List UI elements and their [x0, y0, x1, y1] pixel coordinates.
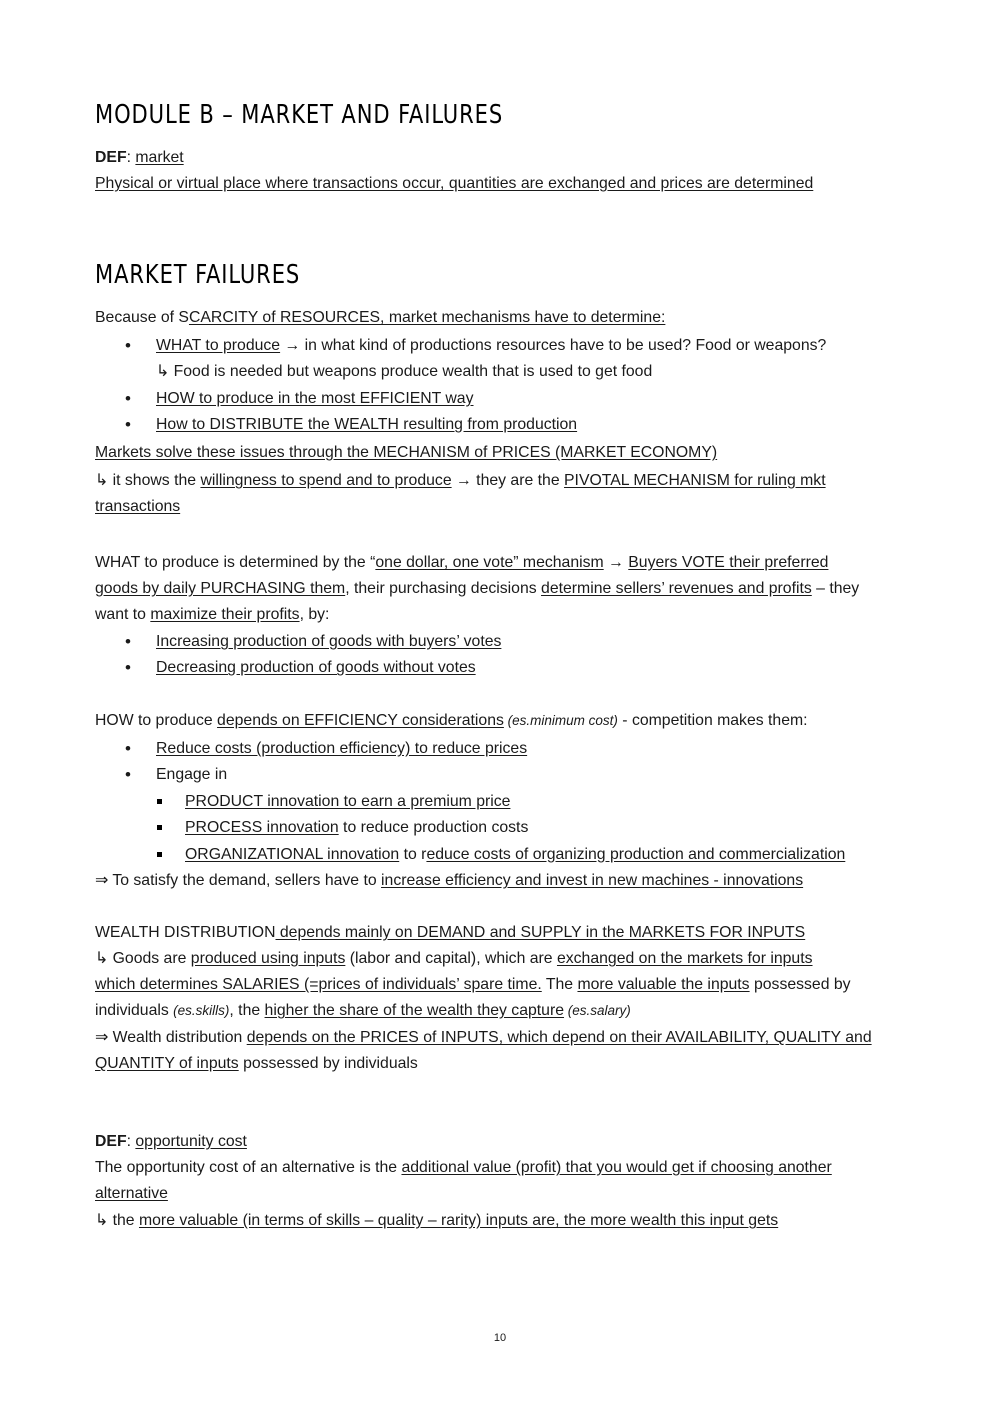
wealth-l5-pre: ⇒ Wealth distribution: [95, 1029, 247, 1046]
def-term: market: [135, 149, 184, 166]
wealth-line4: [95, 998, 631, 1024]
what-para-line2: [95, 576, 859, 602]
wealth-l3-post: possessed by: [749, 976, 851, 993]
def2-term: opportunity cost: [135, 1133, 247, 1150]
innov-u: ORGANIZATIONAL innovation: [185, 845, 400, 863]
shows-u1: willingness to spend and to produce: [200, 472, 452, 489]
list-item: [95, 655, 501, 681]
module-heading: MODULE B – MARKET AND FAILURES: [95, 100, 504, 130]
what-para-post: – they: [811, 580, 860, 597]
how-para-u: depends on EFFICIENCY considerations: [217, 712, 504, 729]
what-underlined: WHAT to produce: [156, 337, 281, 354]
def2-pre: The opportunity cost of an alternative is the: [95, 1159, 402, 1176]
wealth-l4-pre: individuals: [95, 1002, 174, 1019]
def-label: DEF: [95, 149, 127, 166]
wealth-l2-pre: ↳ Goods are: [95, 950, 191, 967]
shows-u2: PIVOTAL MECHANISM for ruling mkt: [564, 472, 826, 489]
list-item: [95, 333, 826, 359]
scarcity-line: [95, 305, 665, 331]
list-item: [95, 412, 826, 438]
satisfy-u: increase efficiency and invest in new machines - innovations: [381, 872, 804, 889]
shows-mid: → they are the: [451, 472, 565, 489]
scarcity-pre: Because of S: [95, 309, 189, 326]
shows-line: [95, 468, 826, 494]
dist-item-text: How to DISTRIBUTE the WEALTH resulting from production: [156, 416, 578, 434]
innov-u2: educe costs of organizing production and commercialization: [426, 845, 846, 863]
mechanism-line: Markets solve these issues through the MECHANISM of PRICES (MARKET ECONOMY): [95, 444, 718, 461]
wealth-l1-pre: WEALTH DISTRIBUTION: [95, 924, 276, 941]
competition-list: [95, 736, 845, 868]
def2-last-u: more valuable (in terms of skills – quality – rarity) inputs are, the more wealth this input gets: [138, 1212, 779, 1229]
what-para-pre: WHAT to produce is determined by the “: [95, 554, 376, 571]
shows-pre: ↳ it shows the: [95, 472, 201, 489]
wealth-l6-post: possessed by individuals: [238, 1055, 418, 1072]
what-para-u4: determine sellers’ revenues and profits: [541, 580, 812, 597]
page-number: 10: [493, 1332, 507, 1344]
vote-item-text: Increasing production of goods with buyers’ votes: [156, 633, 502, 650]
opportunity-text-line1: [95, 1155, 832, 1181]
def-market-text: Physical or virtual place where transactions occur, quantities are exchanged and prices are determined: [95, 175, 814, 192]
def2-label: DEF: [95, 1133, 127, 1150]
wealth-l4-italic2: (es.salary): [564, 1003, 631, 1018]
what-para-u5: maximize their profits: [150, 606, 300, 623]
how-para-pre: HOW to produce: [95, 712, 218, 729]
list-subitem: [95, 815, 845, 841]
wealth-l2-u2: exchanged on the markets for inputs: [556, 950, 813, 967]
list-item: [95, 629, 501, 655]
what-para-arrow: →: [603, 554, 629, 571]
wealth-l6-u: QUANTITY of inputs: [95, 1055, 239, 1072]
opportunity-last-line: [95, 1208, 778, 1234]
what-para-line3: [95, 602, 329, 628]
shows-line-cont: transactions: [95, 498, 181, 515]
def2-u: additional value (profit) that you would get if choosing another: [401, 1159, 832, 1176]
what-para-line1: [95, 550, 828, 576]
what-para-post2: , by:: [299, 606, 330, 623]
wealth-line2: [95, 946, 813, 972]
innov-rest: to reduce production costs: [338, 819, 529, 837]
what-para-u3: goods by daily PURCHASING them: [95, 580, 346, 597]
list-item: [95, 736, 845, 762]
scarcity-underlined: CARCITY of RESOURCES, market mechanisms have to determine:: [188, 309, 666, 326]
list-subitem: [95, 789, 845, 815]
market-failures-heading: MARKET FAILURES: [95, 260, 301, 290]
def-market-line: DEF: market: [95, 149, 184, 166]
how-para: [95, 708, 808, 734]
wealth-l2-mid: (labor and capital), which are: [345, 950, 557, 967]
list-item: • Engage in: [95, 762, 845, 788]
def2-last-pre: ↳ the: [95, 1212, 139, 1229]
what-para-u1: one dollar, one vote” mechanism: [375, 554, 604, 571]
def-opportunity-line: DEF: opportunity cost: [95, 1133, 247, 1150]
what-para-u2: Buyers VOTE their preferred: [628, 554, 829, 571]
wealth-line3: [95, 972, 851, 998]
how-para-post: - competition makes them:: [617, 712, 808, 729]
wealth-l3-u2: more valuable the inputs: [577, 976, 750, 993]
what-para-mid: , their purchasing decisions: [345, 580, 542, 597]
wealth-l3-mid: The: [541, 976, 578, 993]
list-item: [95, 386, 826, 412]
satisfy-pre: ⇒ To satisfy the demand, sellers have to: [95, 872, 382, 889]
reduce-item-text: Reduce costs (production efficiency) to reduce prices: [156, 740, 528, 757]
wealth-l2-u1: produced using inputs: [190, 950, 346, 967]
wealth-l5-u: depends on the PRICES of INPUTS, which depend on their AVAILABILITY, QUALITY and: [246, 1029, 872, 1046]
wealth-line6: [95, 1051, 418, 1077]
list-subitem: [95, 842, 845, 868]
vote-item-text: Decreasing production of goods without votes: [156, 659, 476, 677]
list-subnote: ↳ Food is needed but weapons produce wealth that is used to get food: [156, 363, 653, 381]
wealth-line1: [95, 920, 805, 946]
innov-u: PRODUCT innovation to earn a premium price: [185, 792, 511, 810]
how-para-italic: (es.minimum cost): [503, 713, 618, 728]
satisfy-line: [95, 868, 803, 894]
wealth-l3-u: which determines SALARIES (=prices of individuals’ spare time.: [95, 976, 542, 993]
innov-rest: to r: [399, 845, 427, 863]
wealth-l4-u: higher the share of the wealth they capture: [264, 1002, 565, 1019]
determine-list: [95, 333, 826, 439]
innov-u: PROCESS innovation: [185, 819, 339, 837]
wealth-l1-u: depends mainly on DEMAND and SUPPLY in the MARKETS FOR INPUTS: [275, 924, 806, 941]
wealth-line5: [95, 1025, 872, 1051]
opportunity-text-line2: alternative: [95, 1185, 168, 1202]
how-item-text: HOW to produce in the most EFFICIENT way: [156, 389, 474, 407]
wealth-l4-mid: , the: [229, 1002, 265, 1019]
what-rest: → in what kind of productions resources have to be used? Food or weapons?: [280, 337, 827, 354]
vote-list: [95, 629, 501, 682]
wealth-l4-italic: (es.skills): [173, 1003, 230, 1018]
what-para-pre2: want to: [95, 606, 151, 623]
